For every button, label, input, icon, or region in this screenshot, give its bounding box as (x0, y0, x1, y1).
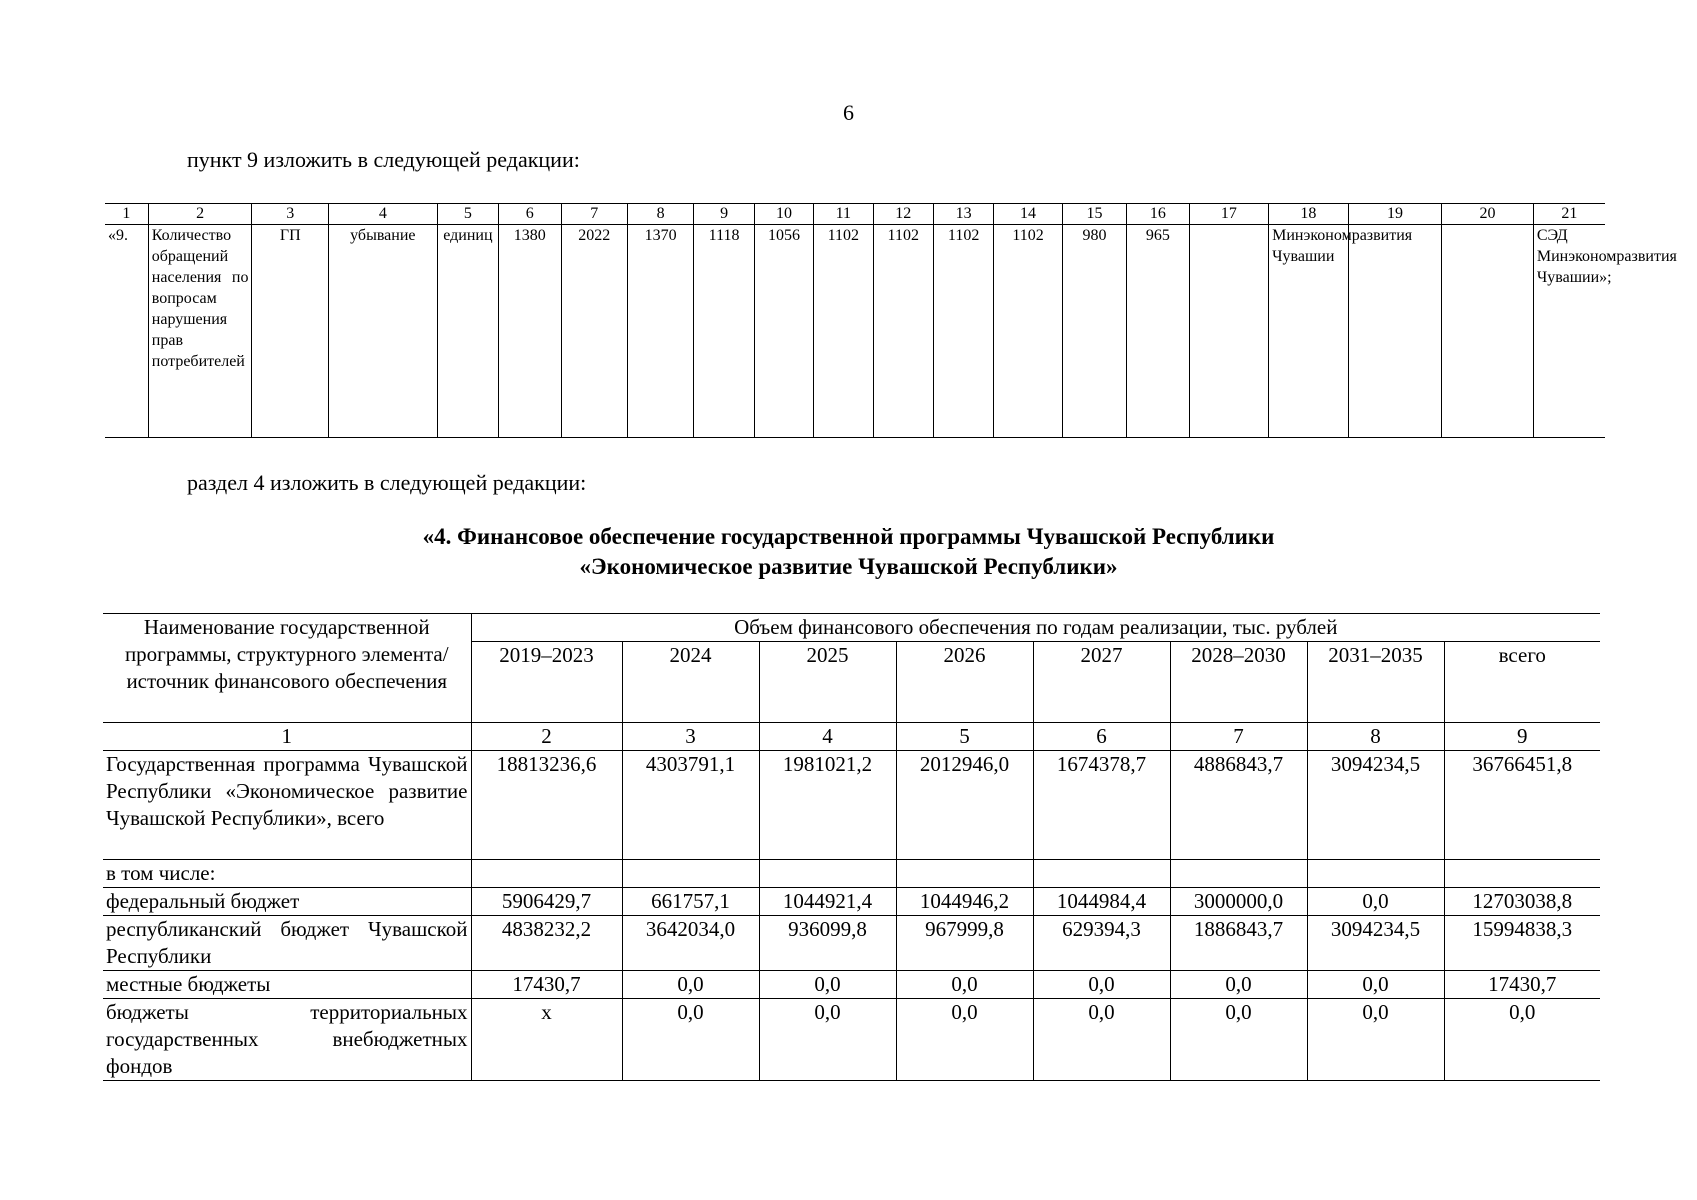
column-number: 6 (499, 204, 561, 225)
table-row (103, 916, 1600, 971)
year-header: всего (1444, 642, 1600, 723)
value-cell (759, 860, 896, 888)
value-cell: 3094234,5 (1307, 916, 1444, 971)
value-cell (1307, 860, 1444, 888)
value-cell: 0,0 (896, 999, 1033, 1081)
indicator-value: 1380 (499, 225, 561, 438)
value-cell: х (471, 999, 622, 1081)
paragraph-section-4: раздел 4 изложить в следующей редакции: (187, 470, 587, 495)
value-cell: 1044946,2 (896, 888, 1033, 916)
indicator-table-header (105, 204, 1605, 225)
column-number: 14 (994, 204, 1062, 225)
value-cell: 4838232,2 (471, 916, 622, 971)
column-number: 4 (759, 723, 896, 751)
indicator-value: 1056 (754, 225, 813, 438)
volume-group-header: Объем финансового обеспечения по годам реализации, тыс. рублей (471, 614, 1600, 642)
row-number: «9. (105, 225, 148, 438)
page-number: 6 (843, 100, 854, 125)
indicator-value: 1118 (694, 225, 754, 438)
column-numbers-row (103, 723, 1600, 751)
value-cell: 1886843,7 (1170, 916, 1307, 971)
value-cell: 12703038,8 (1444, 888, 1600, 916)
indicator-value: 965 (1127, 225, 1189, 438)
responsible-executor: Минэкономразвития Чувашии (1269, 225, 1349, 438)
value-cell: 3094234,5 (1307, 751, 1444, 860)
financing-table-header (103, 614, 1600, 642)
value-cell: 0,0 (1033, 999, 1170, 1081)
table-row (105, 225, 1605, 438)
indicator-value: 1102 (814, 225, 873, 438)
value-cell (1033, 860, 1170, 888)
year-header: 2024 (622, 642, 759, 723)
column-number: 17 (1189, 204, 1269, 225)
row-name: республиканский бюджет Чувашской Республики (103, 916, 471, 971)
column-number: 11 (814, 204, 873, 225)
value-cell (1170, 860, 1307, 888)
value-cell (896, 860, 1033, 888)
value-cell: 1044921,4 (759, 888, 896, 916)
column-number: 1 (105, 204, 148, 225)
column-number: 6 (1033, 723, 1170, 751)
column-number: 2 (148, 204, 252, 225)
table-row (103, 971, 1600, 999)
row-name: бюджеты территориальных государственных внебюджетных фондов (103, 999, 471, 1081)
empty-cell (1348, 225, 1442, 438)
column-number: 8 (1307, 723, 1444, 751)
value-cell: 0,0 (1307, 999, 1444, 1081)
financing-table (103, 613, 1600, 1081)
indicator-name: Количество обращений населения по вопросам нарушения прав потребителей (148, 225, 252, 438)
value-cell: 0,0 (622, 999, 759, 1081)
value-cell: 629394,3 (1033, 916, 1170, 971)
value-cell (471, 860, 622, 888)
year-header: 2019–2023 (471, 642, 622, 723)
value-cell: 0,0 (759, 971, 896, 999)
value-cell: 5906429,7 (471, 888, 622, 916)
column-number: 3 (252, 204, 329, 225)
year-header: 2027 (1033, 642, 1170, 723)
column-number: 4 (328, 204, 437, 225)
value-cell: 0,0 (896, 971, 1033, 999)
empty-cell (1442, 225, 1534, 438)
row-name: в том числе: (103, 860, 471, 888)
column-number: 7 (1170, 723, 1307, 751)
row-name: федеральный бюджет (103, 888, 471, 916)
column-number: 20 (1442, 204, 1534, 225)
column-number: 9 (694, 204, 754, 225)
value-cell: 17430,7 (471, 971, 622, 999)
empty-cell (1189, 225, 1269, 438)
indicator-table (105, 203, 1677, 438)
indicator-value: 1102 (873, 225, 933, 438)
table-row (103, 999, 1600, 1081)
value-cell: 1674378,7 (1033, 751, 1170, 860)
column-number: 1 (103, 723, 471, 751)
value-cell (1444, 860, 1600, 888)
column-number: 2 (471, 723, 622, 751)
column-number: 13 (933, 204, 993, 225)
heading-line: «4. Финансовое обеспечение государственной программы Чувашской Республики (422, 524, 1275, 549)
table-row (103, 888, 1600, 916)
value-cell: 15994838,3 (1444, 916, 1600, 971)
value-cell: 661757,1 (622, 888, 759, 916)
value-cell: 1981021,2 (759, 751, 896, 860)
column-number: 19 (1348, 204, 1442, 225)
indicator-value: 1370 (627, 225, 693, 438)
column-number: 5 (437, 204, 498, 225)
paragraph-point-9: пункт 9 изложить в следующей редакции: (187, 147, 580, 172)
value-cell: 4886843,7 (1170, 751, 1307, 860)
column-number: 16 (1127, 204, 1189, 225)
table-row (103, 751, 1600, 860)
year-header: 2026 (896, 642, 1033, 723)
heading-line: «Экономическое развитие Чувашской Республики» (579, 554, 1118, 579)
year-header: 2031–2035 (1307, 642, 1444, 723)
name-column-header: Наименование государственной программы, структурного элемента/источник финансового обеспечения (103, 614, 471, 723)
value-cell: 36766451,8 (1444, 751, 1600, 860)
column-number: 10 (754, 204, 813, 225)
value-cell: 0,0 (622, 971, 759, 999)
value-cell: 3000000,0 (1170, 888, 1307, 916)
row-name: местные бюджеты (103, 971, 471, 999)
column-number: 12 (873, 204, 933, 225)
value-cell: 0,0 (1307, 888, 1444, 916)
indicator-value: 1102 (933, 225, 993, 438)
information-system: СЭД Минэкономразвития Чувашии»; (1533, 225, 1605, 438)
value-cell: 0,0 (759, 999, 896, 1081)
column-number: 9 (1444, 723, 1600, 751)
column-number: 21 (1533, 204, 1605, 225)
column-number: 18 (1269, 204, 1349, 225)
year-header: 2025 (759, 642, 896, 723)
row-name: Государственная программа Чувашской Республики «Экономическое развитие Чувашской Республики», всего (103, 751, 471, 860)
value-cell (622, 860, 759, 888)
section-heading (0, 522, 1697, 582)
value-cell: 18813236,6 (471, 751, 622, 860)
value-cell: 2012946,0 (896, 751, 1033, 860)
indicator-direction: убывание (328, 225, 437, 438)
indicator-unit: единиц (437, 225, 498, 438)
value-cell: 0,0 (1170, 971, 1307, 999)
column-number: 5 (896, 723, 1033, 751)
indicator-value: 980 (1062, 225, 1126, 438)
indicator-type: ГП (252, 225, 329, 438)
value-cell: 17430,7 (1444, 971, 1600, 999)
value-cell: 0,0 (1170, 999, 1307, 1081)
value-cell: 0,0 (1444, 999, 1600, 1081)
value-cell: 0,0 (1033, 971, 1170, 999)
column-number: 7 (561, 204, 627, 225)
year-header: 2028–2030 (1170, 642, 1307, 723)
column-number: 3 (622, 723, 759, 751)
value-cell: 4303791,1 (622, 751, 759, 860)
column-number: 8 (627, 204, 693, 225)
value-cell: 0,0 (1307, 971, 1444, 999)
column-number: 15 (1062, 204, 1126, 225)
table-row (103, 860, 1600, 888)
value-cell: 967999,8 (896, 916, 1033, 971)
indicator-value: 1102 (994, 225, 1062, 438)
value-cell: 936099,8 (759, 916, 896, 971)
value-cell: 1044984,4 (1033, 888, 1170, 916)
value-cell: 3642034,0 (622, 916, 759, 971)
indicator-value: 2022 (561, 225, 627, 438)
